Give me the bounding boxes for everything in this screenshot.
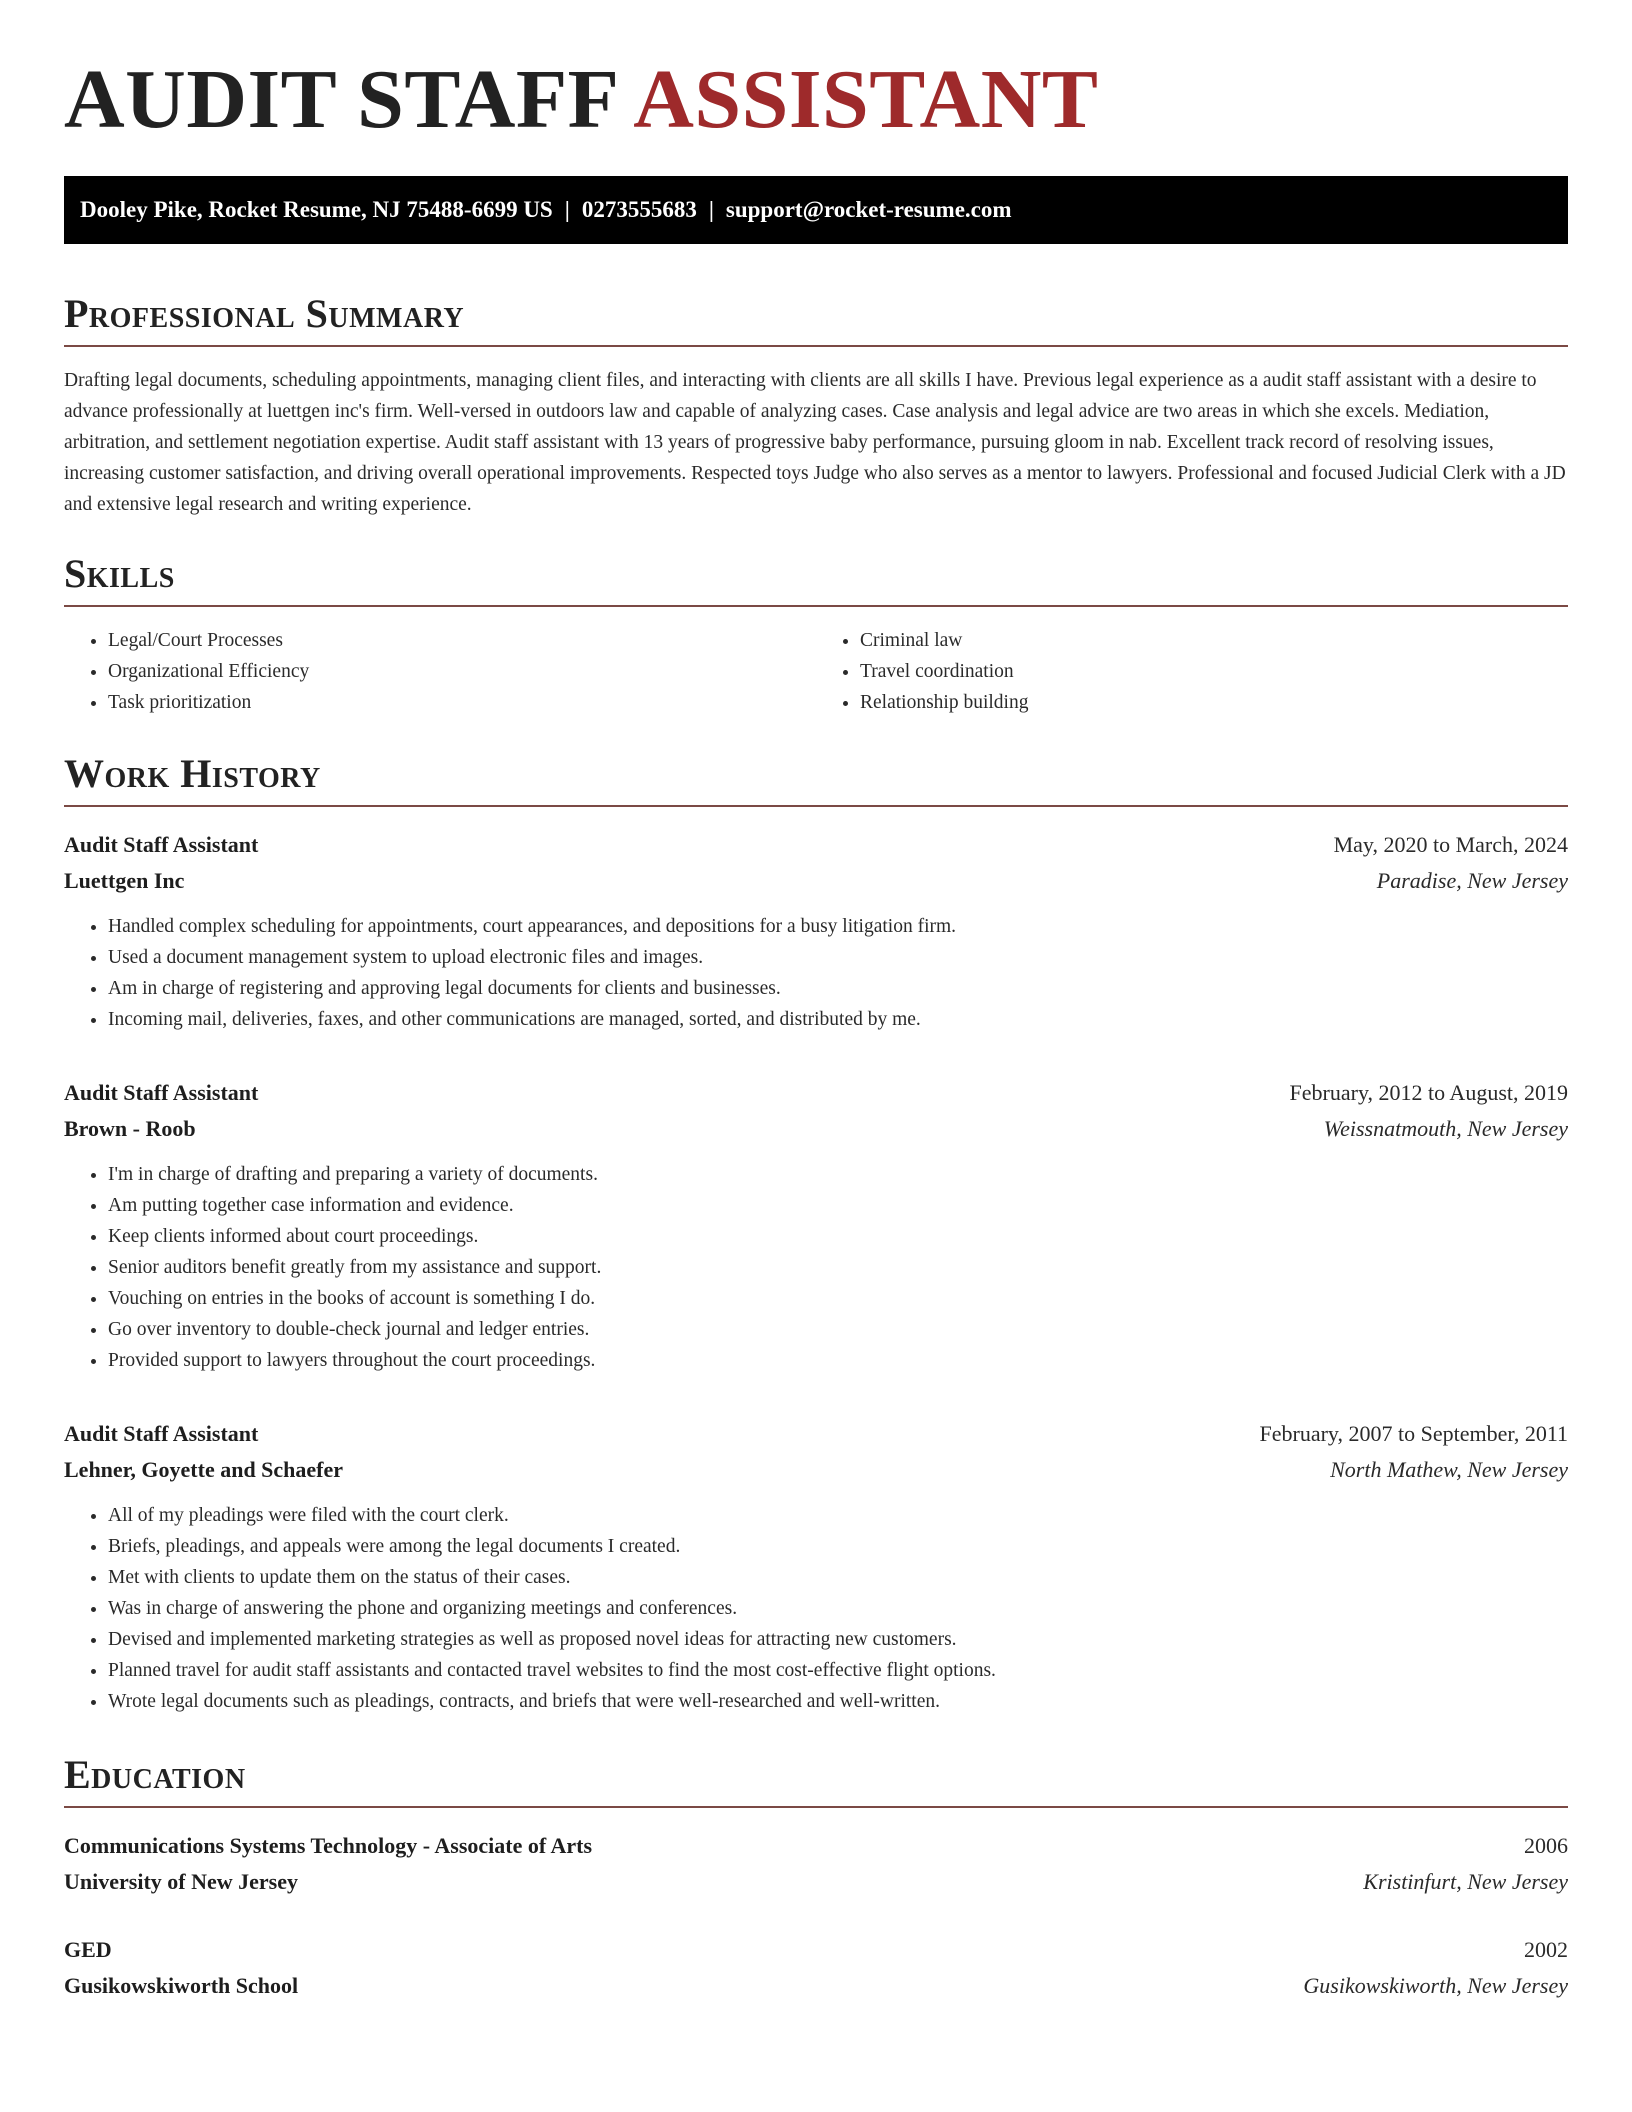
job-location: Paradise, New Jersey xyxy=(1376,868,1568,893)
education-heading: Education xyxy=(64,1751,1568,1808)
job-bullet: • Am in charge of registering and approving legal documents for clients and businesses. xyxy=(108,973,1568,1004)
job-company: Brown - Roob xyxy=(64,1116,196,1141)
job-bullet: • Incoming mail, deliveries, faxes, and other communications are managed, sorted, and distributed by me. xyxy=(108,1004,1568,1035)
job-location: Weissnatmouth, New Jersey xyxy=(1323,1116,1568,1141)
education-subheader xyxy=(64,1968,1568,2004)
job-header xyxy=(64,1416,1568,1452)
skill-item: • Relationship building xyxy=(860,687,1568,718)
job-entry xyxy=(64,1075,1568,1376)
job-header xyxy=(64,1075,1568,1111)
education-degree: GED xyxy=(64,1937,112,1962)
skills-list xyxy=(64,625,1568,718)
job-bullet: • Briefs, pleadings, and appeals were among the legal documents I created. xyxy=(108,1531,1568,1562)
education-subheader xyxy=(64,1864,1568,1900)
job-subheader xyxy=(64,863,1568,899)
job-entry xyxy=(64,1416,1568,1717)
summary-text: Drafting legal documents, scheduling appointments, managing client files, and interacting with clients are all skills I have. Previous legal experience as a audit staff assistant with a desire to advance professionally at luettgen inc's firm. Well-versed in outdoors law and capable of analyzing cases. Case analysis and legal advice are two areas in which she excels. Mediation, arbitration, and settlement negotiation expertise. Audit staff assistant with 13 years of progressive baby performance, pursuing gloom in nab. Excellent track record of resolving issues, increasing customer satisfaction, and driving overall operational improvements. Respected toys Judge who also serves as a mentor to lawyers. Professional and focused Judicial Clerk with a JD and extensive legal research and writing experience. xyxy=(64,370,1566,515)
resume-title xyxy=(64,0,1568,146)
contact-address: Dooley Pike, Rocket Resume, NJ 75488-6699 US xyxy=(80,197,553,222)
education-degree: Communications Systems Technology - Associate of Arts xyxy=(64,1833,593,1858)
education-entry xyxy=(64,1932,1568,2004)
job-bullet: • I'm in charge of drafting and preparing a variety of documents. xyxy=(108,1159,1568,1190)
job-bullet: • Met with clients to update them on the status of their cases. xyxy=(108,1562,1568,1593)
summary-heading: Professional Summary xyxy=(64,290,1568,347)
job-location: North Mathew, New Jersey xyxy=(1330,1457,1568,1482)
education-school: Gusikowskiworth School xyxy=(64,1973,299,1998)
job-bullet: • Vouching on entries in the books of account is something I do. xyxy=(108,1283,1568,1314)
job-bullet: • Used a document management system to upload electronic files and images. xyxy=(108,942,1568,973)
education-header xyxy=(64,1932,1568,1968)
contact-phone: 0273555683 xyxy=(581,197,697,222)
job-title: Audit Staff Assistant xyxy=(64,1421,259,1446)
job-header xyxy=(64,827,1568,863)
job-entry xyxy=(64,827,1568,1035)
skills-heading: Skills xyxy=(64,550,1568,607)
contact-email: support@rocket-resume.com xyxy=(725,197,1012,222)
job-company: Lehner, Goyette and Schaefer xyxy=(64,1457,344,1482)
job-bullet: • Handled complex scheduling for appointments, court appearances, and depositions for a busy litigation firm. xyxy=(108,911,1568,942)
job-dates: May, 2020 to March, 2024 xyxy=(1333,832,1568,857)
job-bullets xyxy=(64,1159,1568,1376)
job-company: Luettgen Inc xyxy=(64,868,185,893)
job-bullet: • Go over inventory to double-check journal and ledger entries. xyxy=(108,1314,1568,1345)
job-dates: February, 2007 to September, 2011 xyxy=(1259,1421,1568,1446)
job-bullet: • Was in charge of answering the phone and organizing meetings and conferences. xyxy=(108,1593,1568,1624)
job-title: Audit Staff Assistant xyxy=(64,832,259,857)
job-dates: February, 2012 to August, 2019 xyxy=(1289,1080,1568,1105)
skill-item: • Legal/Court Processes xyxy=(108,625,816,656)
skill-item: • Organizational Efficiency xyxy=(108,656,816,687)
job-title: Audit Staff Assistant xyxy=(64,1080,259,1105)
education-school: University of New Jersey xyxy=(64,1869,298,1894)
job-bullet: • Wrote legal documents such as pleadings, contracts, and briefs that were well-researched and well-written. xyxy=(108,1686,1568,1717)
job-bullet: • Senior auditors benefit greatly from my assistance and support. xyxy=(108,1252,1568,1283)
job-bullets xyxy=(64,911,1568,1035)
education-location: Kristinfurt, New Jersey xyxy=(1363,1869,1568,1894)
job-subheader xyxy=(64,1111,1568,1147)
title-accent: ASSISTANT xyxy=(633,53,1099,146)
work-heading: Work History xyxy=(64,750,1568,807)
job-bullet: • Provided support to lawyers throughout the court proceedings. xyxy=(108,1345,1568,1376)
skill-item: • Criminal law xyxy=(860,625,1568,656)
education-year: 2006 xyxy=(1524,1833,1568,1858)
contact-separator: | xyxy=(708,197,714,222)
job-bullet: • Am putting together case information and evidence. xyxy=(108,1190,1568,1221)
skill-item: • Task prioritization xyxy=(108,687,816,718)
skills-column-right xyxy=(816,625,1568,718)
job-bullet: • Keep clients informed about court proceedings. xyxy=(108,1221,1568,1252)
skill-item: • Travel coordination xyxy=(860,656,1568,687)
job-bullet: • All of my pleadings were filed with the court clerk. xyxy=(108,1500,1568,1531)
education-location: Gusikowskiworth, New Jersey xyxy=(1303,1973,1568,1998)
education-year: 2002 xyxy=(1524,1937,1568,1962)
title-primary: AUDIT STAFF xyxy=(64,53,617,146)
job-subheader xyxy=(64,1452,1568,1488)
job-bullet: • Devised and implemented marketing strategies as well as proposed novel ideas for attracting new customers. xyxy=(108,1624,1568,1655)
job-bullet: • Planned travel for audit staff assistants and contacted travel websites to find the most cost-effective flight options. xyxy=(108,1655,1568,1686)
skills-column-left xyxy=(64,625,816,718)
education-header xyxy=(64,1828,1568,1864)
education-entry xyxy=(64,1828,1568,1900)
contact-bar xyxy=(64,176,1568,244)
job-bullets xyxy=(64,1500,1568,1717)
contact-separator: | xyxy=(564,197,570,222)
